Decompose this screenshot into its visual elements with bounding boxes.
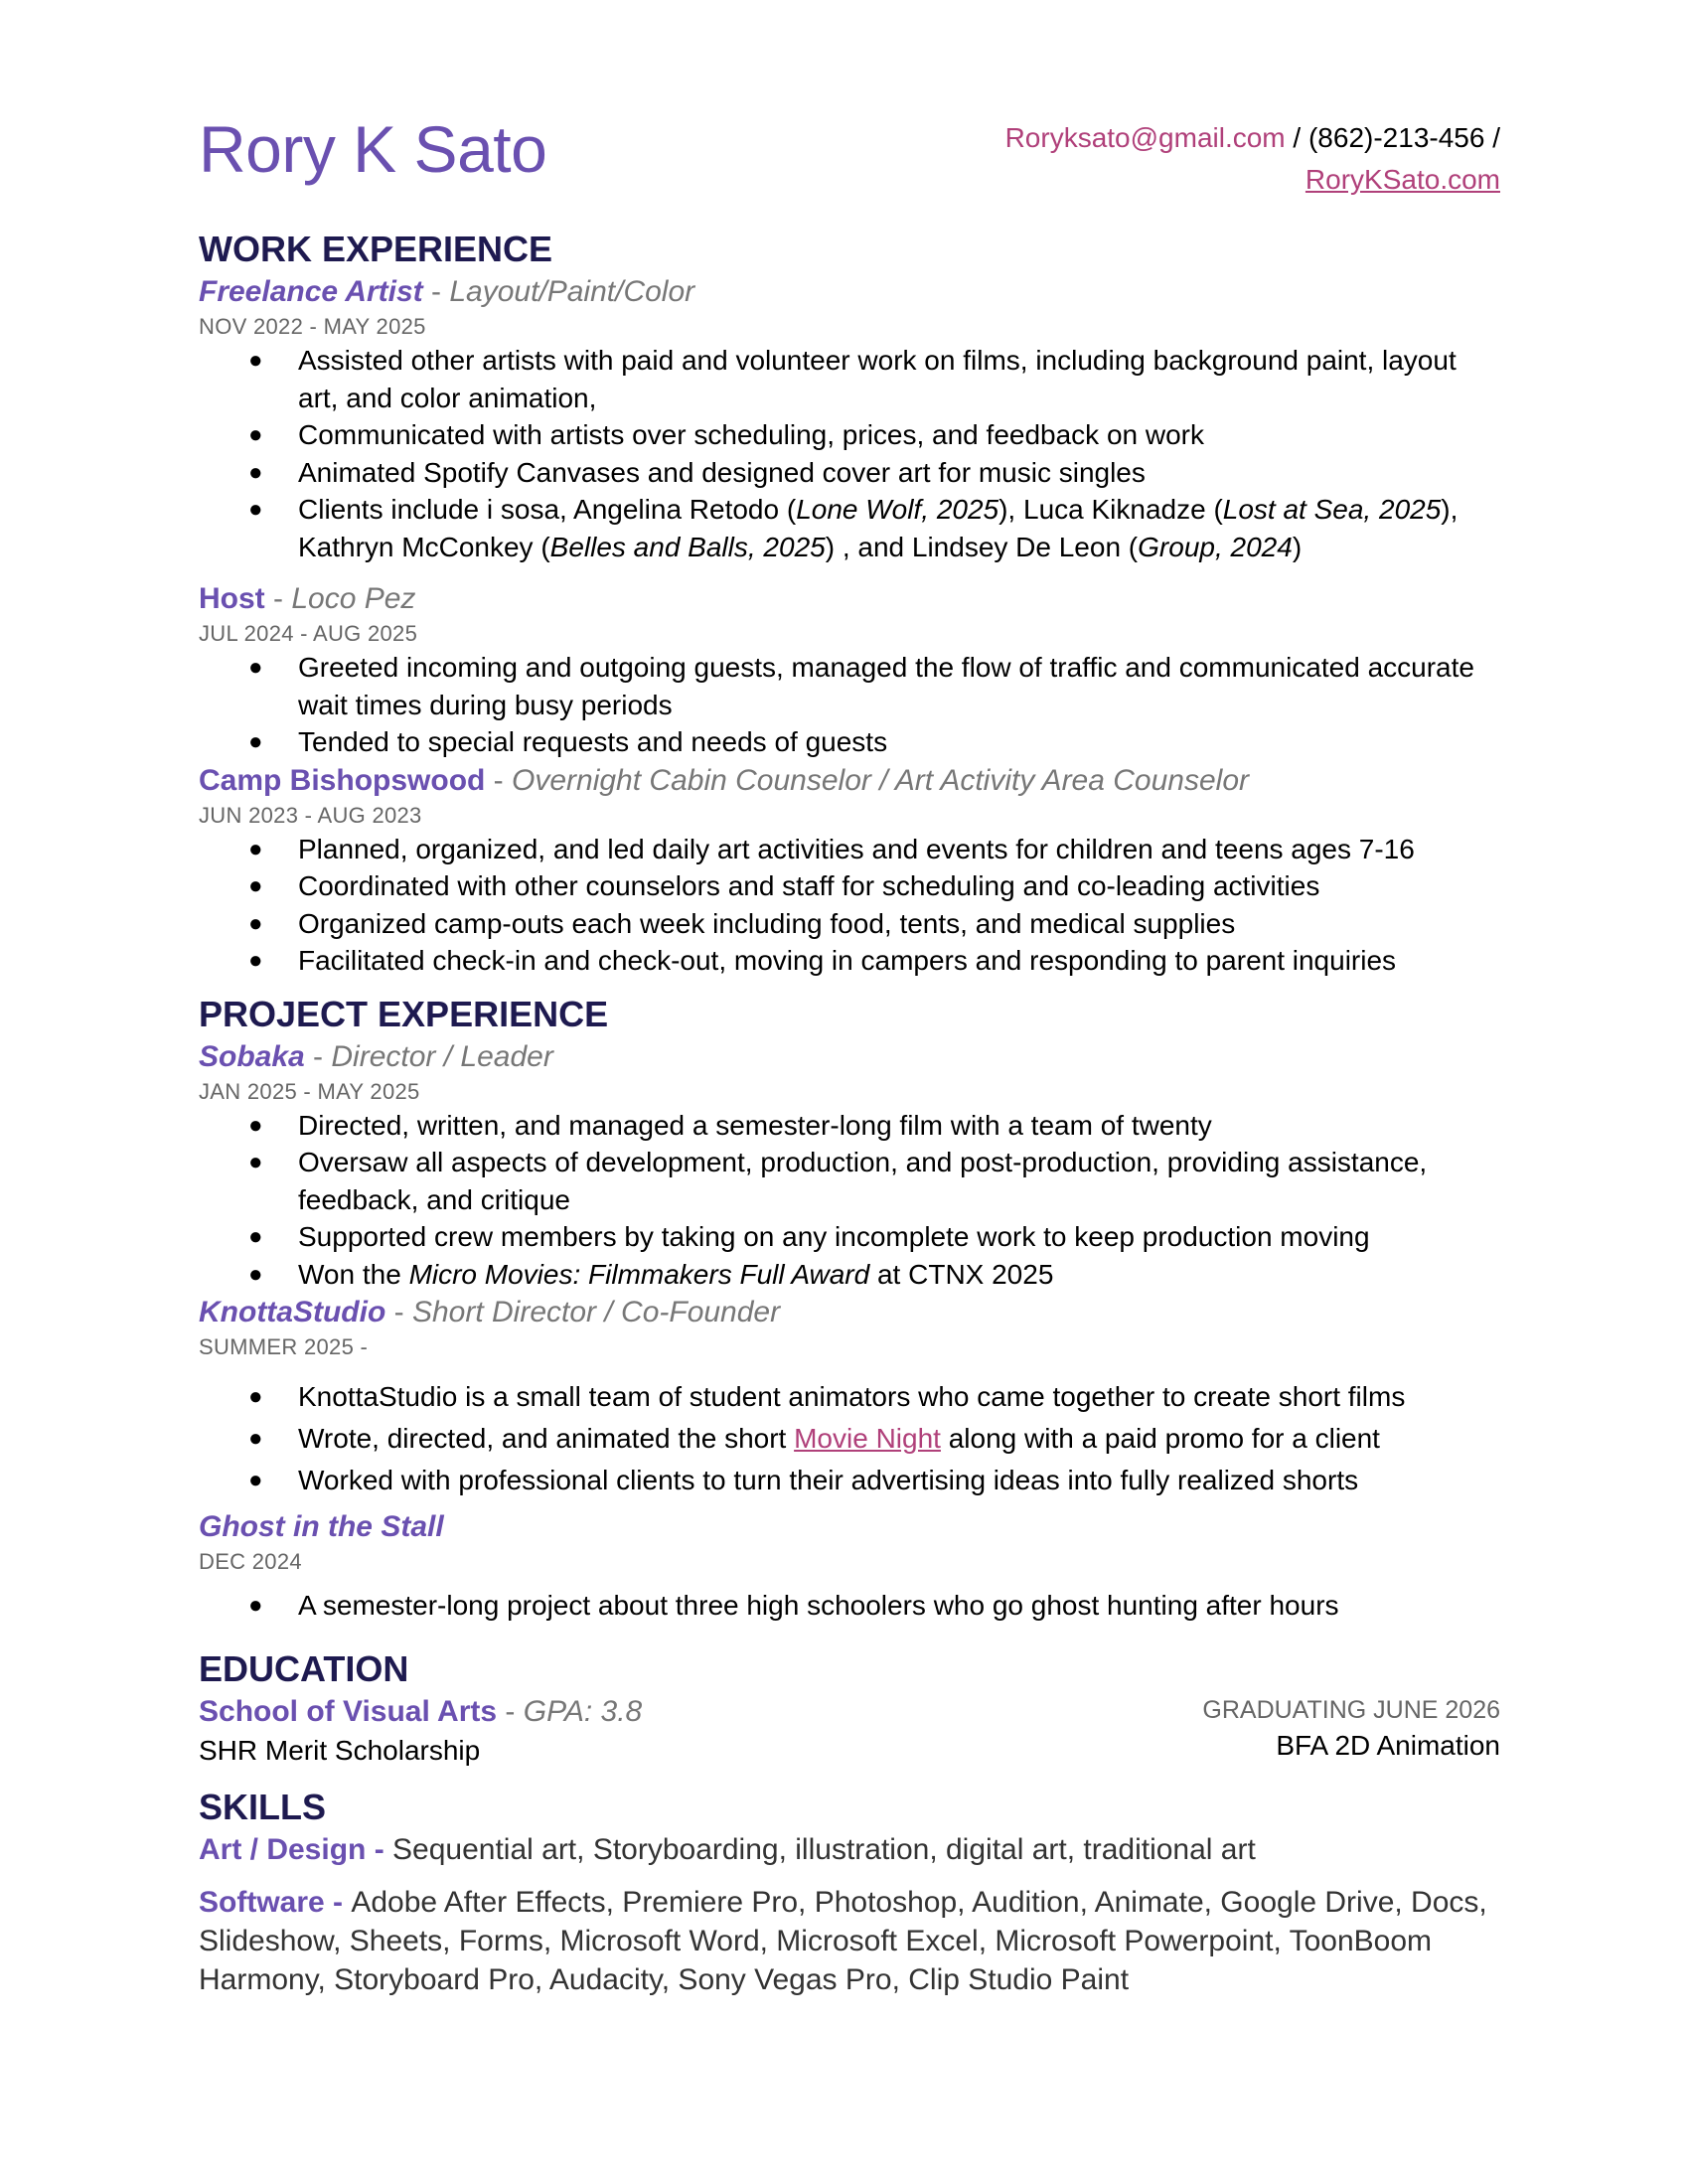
- skill-art-design: Art / Design - Sequential art, Storyboarding, illustration, digital art, traditional art: [199, 1832, 1256, 1866]
- list-item: ● Animated Spotify Canvases and designed cover art for music singles: [199, 454, 1500, 492]
- list-item: ● Oversaw all aspects of development, production, and post-production, providing assistance, feedback, and critique: [199, 1144, 1500, 1218]
- bullet-list: [199, 649, 1500, 761]
- project-entry: [199, 1293, 1500, 1501]
- role-separator: -: [304, 1039, 332, 1073]
- contact-info: [1005, 117, 1500, 201]
- list-item: ● Facilitated check-in and check-out, moving in campers and responding to parent inquiries: [199, 942, 1500, 980]
- gpa: GPA: 3.8: [523, 1694, 643, 1728]
- role-separator: -: [485, 763, 513, 797]
- project-role: Short Director / Co-Founder: [411, 1296, 781, 1328]
- project-name: Sobaka: [199, 1039, 305, 1073]
- role-separator: -: [497, 1694, 524, 1728]
- bullet-icon: ●: [248, 1260, 263, 1288]
- bullet-icon: ●: [248, 835, 263, 862]
- project-header: [199, 1507, 1500, 1547]
- bullet-icon: ●: [248, 458, 263, 486]
- list-item: ● Directed, written, and managed a semester-long film with a team of twenty: [199, 1107, 1500, 1145]
- section-heading-skills: SKILLS: [199, 1786, 327, 1827]
- graduation-date: GRADUATING JUNE 2026: [1202, 1695, 1500, 1724]
- bullet-icon: ●: [248, 654, 263, 681]
- candidate-name: Rory K Sato: [199, 112, 547, 186]
- contact-separator: /: [1285, 122, 1308, 153]
- degree: BFA 2D Animation: [1276, 1729, 1500, 1761]
- list-item: ● Greeted incoming and outgoing guests, managed the flow of traffic and communicated accurate wait times during busy periods: [199, 649, 1500, 723]
- project-entry: [199, 1507, 1500, 1625]
- list-item: ● Communicated with artists over scheduling, prices, and feedback on work: [199, 416, 1500, 454]
- job-header: [199, 761, 1500, 801]
- role-separator: -: [422, 275, 450, 308]
- project-role: Director / Leader: [331, 1039, 553, 1073]
- list-item: ● Organized camp-outs each week including food, tents, and medical supplies: [199, 905, 1500, 943]
- job-header: [199, 579, 1500, 619]
- list-item: ● Clients include i sosa, Angelina Retodo (Lone Wolf, 2025), Luca Kiknadze (Lost at Sea, 2025), Kathryn McConkey (Belles and Balls, 2025) , and Lindsey De Leon (Group, 2024): [199, 491, 1500, 565]
- job-entry: [199, 761, 1500, 980]
- bullet-list: [199, 831, 1500, 980]
- list-item: ● Supported crew members by taking on any incomplete work to keep production moving: [199, 1218, 1500, 1256]
- bullet-icon: ●: [248, 421, 263, 448]
- movie-night-link[interactable]: Movie Night: [794, 1423, 941, 1454]
- list-item: ● KnottaStudio is a small team of student animators who came together to create short films: [199, 1376, 1500, 1418]
- list-item: ● Planned, organized, and led daily art activities and events for children and teens ages 7-16: [199, 831, 1500, 868]
- bullet-icon: ●: [248, 909, 263, 937]
- bullet-icon: ●: [248, 347, 263, 374]
- project-header: [199, 1037, 1500, 1077]
- job-entry: [199, 272, 1500, 565]
- list-item: ● A semester-long project about three high schoolers who go ghost hunting after hours: [199, 1587, 1500, 1625]
- website-link[interactable]: RoryKSato.com: [1305, 164, 1500, 195]
- skill-label: Software -: [199, 1885, 352, 1919]
- list-item: ● Tended to special requests and needs of guests: [199, 723, 1500, 761]
- job-entry: [199, 579, 1500, 761]
- section-heading-projects: PROJECT EXPERIENCE: [199, 993, 609, 1034]
- role-separator: -: [385, 1296, 412, 1328]
- bullet-icon: ●: [248, 1467, 263, 1493]
- bullet-icon: ●: [248, 1383, 263, 1410]
- bullet-list: [199, 342, 1500, 565]
- bullet-list: [199, 1587, 1500, 1625]
- list-item: ● Coordinated with other counselors and staff for scheduling and co-leading activities: [199, 867, 1500, 905]
- scholarship: SHR Merit Scholarship: [199, 1734, 481, 1766]
- bullet-icon: ●: [248, 1111, 263, 1139]
- list-item: ● Won the Micro Movies: Filmmakers Full Award at CTNX 2025: [199, 1256, 1500, 1294]
- bullet-list: [199, 1107, 1500, 1294]
- job-title: Loco Pez: [291, 582, 416, 615]
- list-item: ● Wrote, directed, and animated the short Movie Night along with a paid promo for a client: [199, 1418, 1500, 1460]
- project-date: SUMMER 2025 -: [199, 1334, 369, 1359]
- skill-software: Software - Adobe After Effects, Premiere Pro, Photoshop, Audition, Animate, Google Drive, Docs, Slideshow, Sheets, Forms, Microsoft Word, Microsoft Excel, Microsoft Powerpoint, ToonBoom Harmony, Storyboard Pro, Audacity, Sony Vegas Pro, Clip Studio Paint: [199, 1885, 1487, 1996]
- bullet-icon: ●: [248, 1425, 263, 1452]
- education-details: [1202, 1692, 1500, 1764]
- bullet-icon: ●: [248, 496, 263, 523]
- bullet-icon: ●: [248, 872, 263, 899]
- job-org: Freelance Artist: [199, 275, 423, 308]
- bullet-icon: ●: [248, 1149, 263, 1175]
- job-org: Host: [199, 582, 265, 615]
- project-header: [199, 1293, 1500, 1332]
- list-item: ● Assisted other artists with paid and volunteer work on films, including background paint, layout art, and color animation,: [199, 342, 1500, 416]
- list-item: ● Worked with professional clients to turn their advertising ideas into fully realized shorts: [199, 1460, 1500, 1501]
- job-title: Layout/Paint/Color: [449, 275, 695, 308]
- section-heading-education: EDUCATION: [199, 1647, 409, 1689]
- bullet-icon: ●: [248, 1592, 263, 1619]
- education-entry: [199, 1692, 1500, 1769]
- school-name: School of Visual Arts: [199, 1694, 498, 1728]
- email-link[interactable]: Roryksato@gmail.com: [1004, 122, 1286, 153]
- phone-number: (862)-213-456: [1307, 122, 1485, 153]
- project-entry: [199, 1037, 1500, 1294]
- job-header: [199, 272, 1500, 312]
- job-title: Overnight Cabin Counselor / Art Activity Area Counselor: [512, 763, 1250, 797]
- bullet-icon: ●: [248, 728, 263, 755]
- bullet-icon: ●: [248, 1223, 263, 1250]
- project-name: Ghost in the Stall: [199, 1510, 444, 1543]
- project-date: JAN 2025 - MAY 2025: [199, 1078, 420, 1104]
- resume-header: [199, 109, 1500, 227]
- skill-label: Art / Design -: [199, 1832, 393, 1866]
- job-org: Camp Bishopswood: [199, 763, 486, 797]
- role-separator: -: [264, 582, 292, 615]
- project-date: DEC 2024: [199, 1549, 302, 1574]
- project-name: KnottaStudio: [199, 1296, 386, 1328]
- contact-separator: /: [1484, 122, 1500, 153]
- resume-page: [199, 109, 1500, 1999]
- section-heading-work: WORK EXPERIENCE: [199, 229, 553, 269]
- job-date: JUN 2023 - AUG 2023: [199, 802, 422, 828]
- job-date: JUL 2024 - AUG 2025: [199, 621, 418, 646]
- bullet-list: [199, 1376, 1500, 1501]
- bullet-icon: ●: [248, 947, 263, 974]
- job-date: NOV 2022 - MAY 2025: [199, 314, 426, 339]
